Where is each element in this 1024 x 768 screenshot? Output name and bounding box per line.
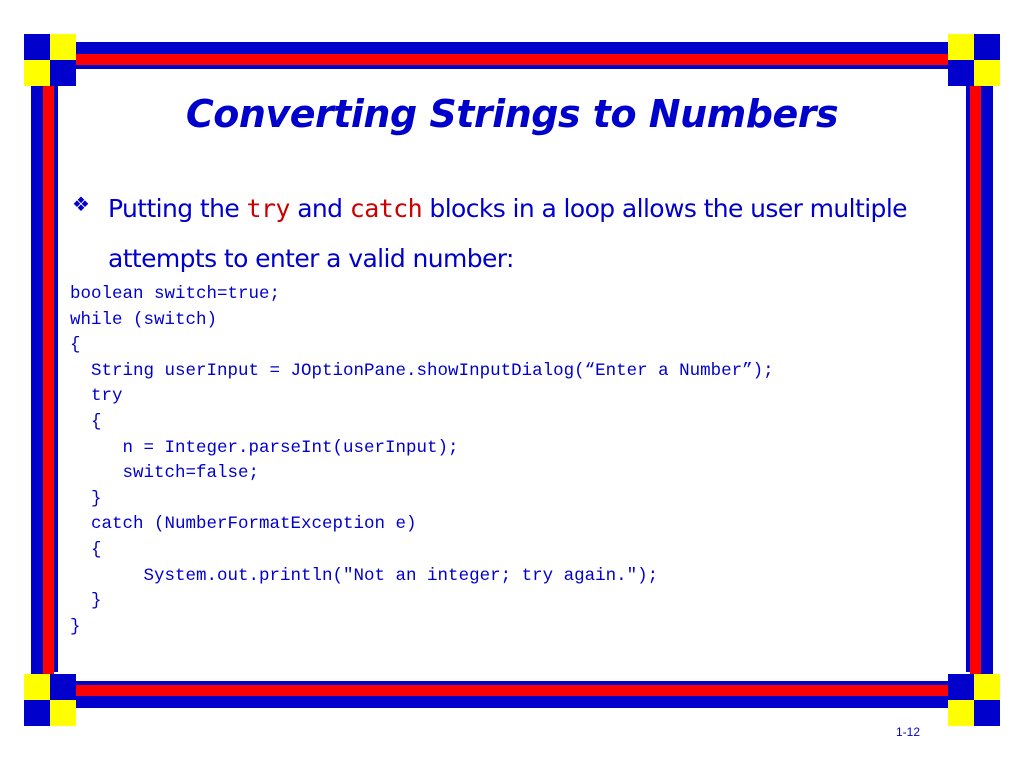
frame-left-red bbox=[43, 60, 54, 690]
keyword-try: try bbox=[246, 194, 290, 223]
frame-right-blue-outer bbox=[981, 60, 993, 690]
code-line: catch (NumberFormatException e) bbox=[70, 514, 417, 535]
frame-left-blue-inner bbox=[54, 78, 58, 672]
frame-left-blue-outer bbox=[31, 60, 43, 690]
corner-block-top-left bbox=[24, 34, 76, 86]
code-line: { bbox=[70, 411, 102, 432]
code-block bbox=[70, 282, 774, 640]
frame-top-blue-outer bbox=[50, 42, 974, 54]
code-line: } bbox=[70, 616, 81, 637]
corner-block-bottom-left bbox=[24, 674, 76, 726]
frame-bottom-red bbox=[50, 685, 974, 696]
frame-bottom-blue-outer bbox=[50, 696, 974, 708]
code-line: { bbox=[70, 539, 102, 560]
frame-top-blue-inner bbox=[74, 65, 950, 69]
code-line: String userInput = JOptionPane.showInputDialog(“Enter a Number”); bbox=[70, 360, 774, 381]
code-line: boolean switch=true; bbox=[70, 284, 281, 304]
page-number: 1-12 bbox=[896, 725, 921, 739]
bullet-text-after: blocks in a loop allows the user multiple attempts to enter a valid number: bbox=[108, 194, 907, 273]
slide-title: Converting Strings to Numbers bbox=[185, 92, 839, 136]
code-line: while (switch) bbox=[70, 309, 218, 330]
corner-block-bottom-right bbox=[948, 674, 1000, 726]
corner-block-top-right bbox=[948, 34, 1000, 86]
bullet-text-middle: and bbox=[297, 194, 343, 223]
diamond-bullet-icon: ❖ bbox=[72, 192, 90, 216]
frame-top-red bbox=[50, 54, 974, 65]
code-line: switch=false; bbox=[70, 463, 260, 484]
keyword-catch: catch bbox=[349, 194, 423, 223]
code-line: try bbox=[70, 386, 123, 407]
frame-right-red bbox=[970, 60, 981, 690]
code-line: } bbox=[70, 591, 102, 612]
code-line: System.out.println("Not an integer; try again."); bbox=[70, 565, 659, 586]
bullet-text bbox=[108, 184, 968, 284]
bullet-text-before: Putting the bbox=[108, 194, 240, 223]
code-line: n = Integer.parseInt(userInput); bbox=[70, 437, 459, 458]
code-line: { bbox=[70, 335, 81, 356]
code-line: } bbox=[70, 488, 102, 509]
